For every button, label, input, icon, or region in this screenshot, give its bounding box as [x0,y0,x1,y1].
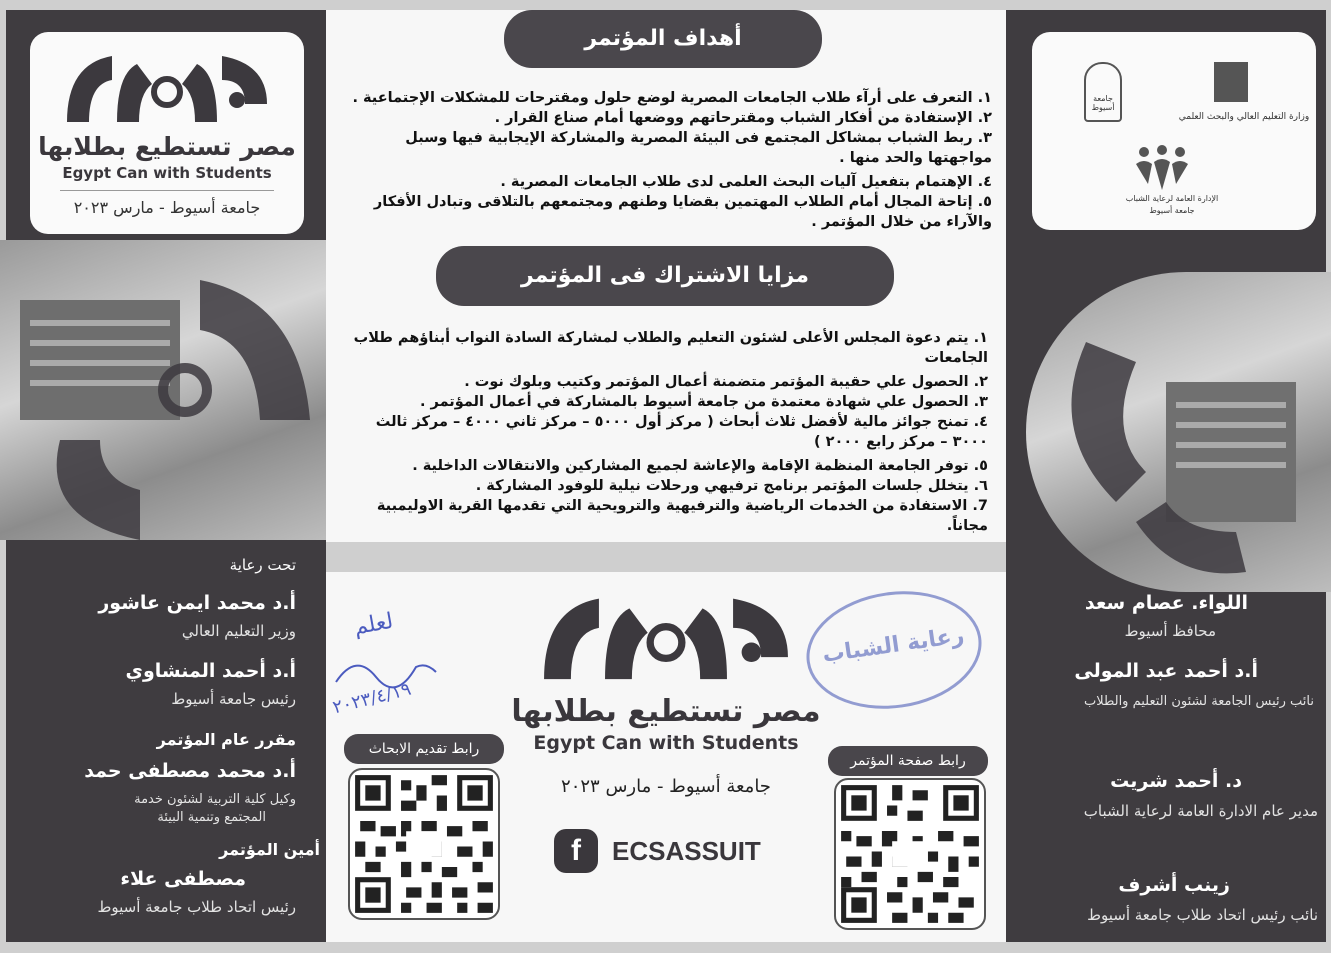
benefit-item-7: 7. الاستفادة من الخدمات الرياضية والترفيهية والترويحية التي تقدمها القرية الاوليمبية مجاناً. [376,498,988,534]
right-person-4-role: نائب رئيس اتحاد طلاب جامعة أسيوط [1087,906,1318,924]
university-badge [1084,62,1122,122]
middle-bottom-panel [326,572,1006,942]
left-person-1-name: أ.د محمد ايمن عاشور [98,592,296,614]
right-person-1-role: محافظ أسيوط [1124,622,1216,640]
left-panel [6,10,326,942]
facebook-handle: ECSASSUIT [612,835,761,866]
goal-item-2: ٢. الإستفادة من أفكار الشباب ومقترحاتهم ووضعها أمام صناع القرار . [494,110,992,126]
campus-building-icon [0,240,326,540]
left-person-4-role: رئيس اتحاد طلاب جامعة أسيوط [97,898,296,916]
logo-mark-icon [526,584,806,684]
logo-mark-icon [57,44,277,126]
qr-left-label: رابط تقديم الابحاث [344,734,504,764]
eagle-emblem-icon [1214,62,1248,102]
right-person-4-name: زينب أشرف [1118,874,1230,896]
goal-item-3: ٣. ربط الشباب بمشاكل المجتمع فى البيئة المصرية والمشاركة الإيجابية فيها وسبل مواجهتها والحد منها . [405,130,992,166]
right-person-1-name: اللواء. عصام سعد [1084,592,1248,614]
right-person-3-role: مدير عام الادارة العامة لرعاية الشباب [1083,802,1318,820]
handwritten-date: ٢٠٢٣/٤/١٩ [330,678,414,719]
brand-logo-card [30,32,304,234]
rapporteur-label: مقرر عام المؤتمر [156,730,296,749]
youth-admin-line1: الإدارة العامة لرعاية الشباب [1125,194,1219,203]
brand-divider [60,190,274,191]
partner-logos-card [1032,32,1316,230]
benefit-item-1: ١. يتم دعوة المجلس الأعلى لشئون التعليم والطلاب لمشاركة السادة النواب أبناؤهم طلاب الجامعات [353,330,988,366]
left-person-3-role-line2: المجتمع وتنمية البيئة [157,810,266,825]
qr-conference-page[interactable] [834,778,986,930]
right-person-3-name: د. أحمد شريت [1110,770,1242,792]
right-panel [1006,10,1326,942]
benefit-item-6: ٦. يتخلل جلسات المؤتمر برنامج ترفيهي ورحلات نيلية للوفود المشاركة . [475,478,988,494]
right-person-2-role: نائب رئيس الجامعة لشئون التعليم والطلاب [1083,694,1314,709]
benefit-item-4: ٤. تمنح جوائز مالية لأفضل ثلاث أبحاث ( مركز أول ٥٠٠٠ – مركز ثاني ٤٠٠٠ – مركز ثالث ٣٠٠٠ – مركز رابع ٢٠٠٠ ) [375,414,988,450]
official-stamp [799,580,989,719]
patronage-label: تحت رعاية [229,556,296,574]
goal-item-5: ٥. إتاحة المجال أمام الطلاب المهتمين بقضايا وطنهم ومجتمعهم بالتلاقى وتبادل الأفكار والآراء من خلال المؤتمر . [373,194,992,230]
qr-research-submission[interactable] [348,768,500,920]
benefit-item-5: ٥. توفر الجامعة المنظمة الإقامة والإعاشة لجميع المشاركين والانتقالات الداخلية . [412,458,988,474]
university-badge-label: جامعة أسيوط [1091,94,1115,112]
qr-code-icon [836,780,984,928]
goal-item-4: ٤. الإهتمام بتفعيل آليات البحث العلمى لدى طلاب الجامعات المصرية . [500,174,992,190]
center-brand-arabic: مصر تستطيع بطلابها [511,694,821,729]
facebook-icon: f [554,829,598,873]
left-person-3-name: أ.د محمد مصطفى حمد [84,760,296,782]
left-person-4-name: مصطفى علاء [120,868,246,890]
ministry-name: وزارة التعليم العالي والبحث العلمي [1178,112,1310,122]
benefits-title: مزايا الاشتراك فى المؤتمر [436,246,894,306]
secretary-label: أمين المؤتمر [219,840,320,859]
right-campus-photo [1026,272,1331,592]
goals-title: أهداف المؤتمر [504,10,822,68]
benefit-item-3: ٣. الحصول علي شهادة معتمدة من جامعة أسيوط بالمشاركة في أعمال المؤتمر . [420,394,988,410]
brand-date-line: جامعة أسيوط - مارس ٢٠٢٣ [73,198,261,217]
handwritten-note: لعلم [352,608,396,641]
stamp-text: رعاية الشباب [820,623,966,668]
qr-code-icon [350,770,498,918]
center-date-line: جامعة أسيوط - مارس ٢٠٢٣ [561,776,771,797]
left-person-2-name: أ.د أحمد المنشاوي [125,660,296,682]
brand-arabic-name: مصر تستطيع بطلابها [38,132,296,161]
middle-top-panel [326,10,1006,542]
goal-item-1: ١. التعرف على أرآء طلاب الجامعات المصرية لوضع حلول ومقترحات للمشكلات الإجتماعية . [352,90,992,106]
left-person-1-role: وزير التعليم العالي [181,622,296,640]
brand-english-name: Egypt Can with Students [62,164,272,182]
facebook-link[interactable] [554,828,784,874]
qr-right-label: رابط صفحة المؤتمر [828,746,988,776]
right-person-2-name: أ.د أحمد عبد المولى [1074,660,1258,682]
center-brand-english: Egypt Can with Students [533,732,799,754]
youth-admin-line2: جامعة أسيوط [1149,206,1195,215]
youth-figures-icon [1132,144,1192,194]
left-person-2-role: رئيس جامعة أسيوط [171,690,296,708]
left-person-3-role-line1: وكيل كلية التربية لشئون خدمة [134,792,296,807]
campus-building-icon [1026,272,1331,592]
benefit-item-2: ٢. الحصول علي حقيبة المؤتمر متضمنة أعمال المؤتمر وكتيب وبلوك نوت . [464,374,988,390]
left-campus-photo [0,240,326,540]
